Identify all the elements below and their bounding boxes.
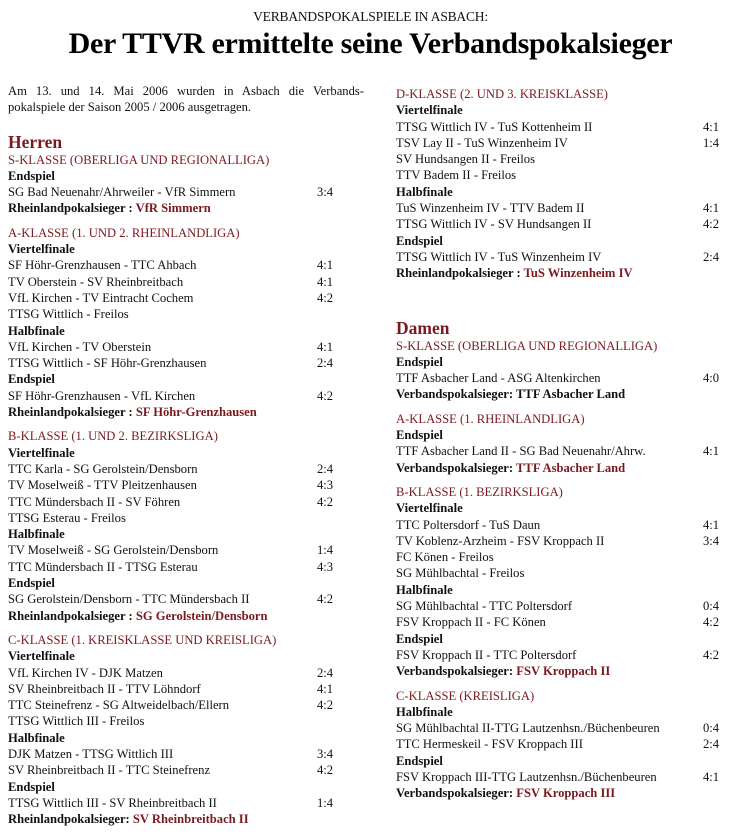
match-pairing: FSV Kroppach II - TTC Poltersdorf [396, 647, 577, 662]
winner-line [396, 265, 736, 281]
match-row [396, 769, 736, 785]
match-row [8, 713, 368, 729]
match-row [8, 494, 368, 510]
match-row [8, 306, 368, 322]
match-pairing: TV Moselweiß - TTV Pleitzenhausen [8, 478, 197, 493]
match-pairing: VfL Kirchen IV - DJK Matzen [8, 665, 163, 680]
winner-label: Rheinlandpokalsieger: [8, 812, 133, 827]
match-pairing: TV Moselweiß - SG Gerolstein/Densborn [8, 543, 219, 558]
klasse-section [396, 484, 736, 680]
match-pairing: SV Rheinbreitbach II - TTC Steinefrenz [8, 763, 211, 778]
round-heading: Endspiel [8, 576, 55, 591]
match-score: 2:4 [703, 249, 720, 264]
match-pairing: TTC Poltersdorf - TuS Daun [396, 517, 541, 532]
winner-label: Verbandspokalsieger: [396, 786, 517, 801]
match-score: 4:2 [317, 698, 334, 713]
match-row [396, 720, 736, 736]
match-score: 4:1 [703, 769, 720, 784]
round-heading: Viertelfinale [396, 501, 463, 516]
match-pairing: FC Könen - Freilos [396, 550, 494, 565]
match-pairing: TTC Karla - SG Gerolstein/Densborn [8, 461, 198, 476]
match-pairing: SV Rheinbreitbach II - TTV Löhndorf [8, 681, 201, 696]
match-score: 2:4 [317, 461, 334, 476]
klasse-section [8, 632, 368, 828]
match-pairing: TTF Asbacher Land II - SG Bad Neuenahr/Ahrw. [396, 444, 646, 459]
herren-sections [8, 152, 368, 828]
match-row [396, 167, 736, 183]
round-heading: Endspiel [396, 753, 443, 768]
match-row [396, 598, 736, 614]
match-pairing: DJK Matzen - TTSG Wittlich III [8, 746, 174, 761]
klasse-section [8, 225, 368, 421]
match-score: 1:4 [317, 795, 334, 810]
round-heading: Viertelfinale [8, 649, 75, 664]
match-row [8, 339, 368, 355]
herren-sections-continued [396, 86, 736, 282]
winner-label: Verbandspokalsieger: [396, 387, 517, 402]
klasse-heading: D-KLASSE (2. UND 3. KREISKLASSE) [396, 87, 608, 101]
match-row [8, 795, 368, 811]
match-row [8, 665, 368, 681]
match-score: 4:2 [317, 290, 334, 305]
match-row [8, 257, 368, 273]
match-pairing: TV Oberstein - SV Rheinbreitbach [8, 274, 184, 289]
match-pairing: VfL Kirchen - TV Oberstein [8, 339, 152, 354]
match-row [8, 681, 368, 697]
match-pairing: FSV Kroppach III-TTG Lautzenhsn./Büchenbeuren [396, 769, 657, 784]
match-score: 3:4 [703, 533, 720, 548]
match-score: 4:1 [703, 201, 720, 216]
round-heading: Halbfinale [8, 730, 65, 745]
match-pairing: TTC Hermeskeil - FSV Kroppach III [396, 737, 583, 752]
match-score: 4:1 [317, 339, 334, 354]
match-score: 4:1 [703, 517, 720, 532]
klasse-heading: S-KLASSE (OBERLIGA UND REGIONALLIGA) [8, 152, 270, 167]
match-pairing: TV Koblenz-Arzheim - FSV Kroppach II [396, 533, 605, 548]
match-score: 2:4 [703, 737, 720, 752]
damen-sections [396, 338, 736, 802]
round-heading: Halbfinale [8, 323, 65, 338]
match-row [396, 249, 736, 265]
match-score: 4:1 [703, 444, 720, 459]
round-heading: Halbfinale [396, 704, 453, 719]
winner-label: Verbandspokalsieger: [396, 664, 517, 679]
match-pairing: SG Mühlbachtal - Freilos [396, 566, 525, 581]
match-pairing: TuS Winzenheim IV - TTV Badem II [396, 201, 585, 216]
match-row [396, 151, 736, 167]
match-pairing: TTC Mündersbach II - SV Föhren [8, 494, 181, 509]
round-heading: Endspiel [396, 354, 443, 369]
winner-name: VfR Simmern [135, 201, 211, 216]
match-pairing: TTSG Wittlich IV - SV Hundsangen II [396, 217, 592, 232]
match-score: 4:3 [317, 559, 334, 574]
round-heading: Endspiel [8, 168, 55, 183]
article-kicker: VERBANDSPOKALSPIELE IN ASBACH: [253, 9, 488, 24]
match-row [396, 135, 736, 151]
match-pairing: TTSG Wittlich - SF Höhr-Grenzhausen [8, 356, 207, 371]
match-score: 1:4 [317, 543, 334, 558]
match-pairing: SG Bad Neuenahr/Ahrweiler - VfR Simmern [8, 185, 236, 200]
match-row [396, 200, 736, 216]
match-row [396, 736, 736, 752]
match-pairing: SV Hundsangen II - Freilos [396, 152, 535, 167]
match-pairing: FSV Kroppach II - FC Könen [396, 615, 546, 630]
match-pairing: SF Höhr-Grenzhausen - VfL Kirchen [8, 388, 196, 403]
winner-line [8, 200, 368, 216]
article-headline: Der TTVR ermittelte seine Verbandspokalsieger [68, 27, 673, 60]
match-score: 4:3 [317, 478, 334, 493]
klasse-heading: A-KLASSE (1. UND 2. RHEINLANDLIGA) [8, 225, 240, 240]
round-heading: Endspiel [396, 631, 443, 646]
round-heading: Halbfinale [8, 527, 65, 542]
match-pairing: SG Mühlbachtal - TTC Poltersdorf [396, 599, 573, 614]
match-row [396, 119, 736, 135]
match-row [8, 762, 368, 778]
winner-name: SF Höhr-Grenzhausen [135, 405, 257, 420]
match-row [396, 370, 736, 386]
match-score: 3:4 [317, 746, 334, 761]
winner-line [396, 386, 736, 402]
match-score: 4:1 [703, 119, 720, 134]
klasse-heading: C-KLASSE (KREISLIGA) [396, 688, 535, 703]
klasse-heading: C-KLASSE (1. KREISKLASSE UND KREISLIGA) [8, 632, 277, 647]
match-score: 0:4 [703, 721, 720, 736]
round-heading: Viertelfinale [8, 242, 75, 257]
match-row [396, 443, 736, 459]
match-row [8, 355, 368, 371]
match-score: 4:1 [317, 258, 334, 273]
match-score: 2:4 [317, 356, 334, 371]
match-pairing: TTF Asbacher Land - ASG Altenkirchen [396, 371, 601, 386]
match-score: 4:2 [703, 615, 720, 630]
round-heading: Endspiel [396, 428, 443, 443]
match-row [396, 533, 736, 549]
match-score: 1:4 [703, 135, 720, 150]
match-row [396, 549, 736, 565]
winner-label: Rheinlandpokalsieger : [8, 405, 136, 420]
round-heading: Endspiel [8, 779, 55, 794]
match-row [8, 591, 368, 607]
klasse-section [8, 152, 368, 217]
match-pairing: TTC Mündersbach II - TTSG Esterau [8, 559, 198, 574]
match-score: 4:2 [317, 388, 334, 403]
klasse-section [396, 688, 736, 802]
match-score: 3:4 [317, 185, 334, 200]
round-heading: Endspiel [396, 233, 443, 248]
klasse-section [396, 338, 736, 403]
winner-line [8, 608, 368, 624]
match-score: 4:2 [317, 592, 334, 607]
match-row [8, 510, 368, 526]
match-pairing: SG Gerolstein/Densborn - TTC Mündersbach II [8, 592, 250, 607]
klasse-section [8, 428, 368, 624]
match-row [396, 565, 736, 581]
match-row [8, 746, 368, 762]
match-pairing: TTSG Wittlich IV - TuS Kottenheim II [396, 119, 593, 134]
winner-label: Rheinlandpokalsieger : [8, 201, 136, 216]
round-heading: Viertelfinale [8, 445, 75, 460]
match-row [396, 216, 736, 232]
match-score: 4:2 [317, 494, 334, 509]
match-score: 4:2 [317, 763, 334, 778]
winner-label: Verbandspokalsieger: [396, 460, 517, 475]
match-pairing: SF Höhr-Grenzhausen - TTC Ahbach [8, 258, 197, 273]
match-score: 4:0 [703, 371, 720, 386]
match-row [8, 559, 368, 575]
klasse-heading: S-KLASSE (OBERLIGA UND REGIONALLIGA) [396, 338, 658, 353]
match-pairing: TTSG Esterau - Freilos [8, 510, 126, 525]
round-heading: Viertelfinale [396, 103, 463, 118]
match-row [8, 184, 368, 200]
round-heading: Endspiel [8, 372, 55, 387]
klasse-section [396, 86, 736, 282]
klasse-heading: B-KLASSE (1. UND 2. BEZIRKSLIGA) [8, 429, 218, 444]
winner-name: FSV Kroppach III [516, 786, 616, 801]
winner-name: FSV Kroppach II [516, 664, 611, 679]
match-row [8, 461, 368, 477]
match-row [8, 274, 368, 290]
winner-label: Rheinlandpokalsieger : [8, 608, 136, 623]
match-score: 4:2 [703, 217, 720, 232]
match-pairing: TTSG Wittlich IV - TuS Winzenheim IV [396, 249, 602, 264]
winner-label: Rheinlandpokalsieger : [396, 266, 524, 281]
match-row [8, 542, 368, 558]
klasse-section [396, 411, 736, 476]
gender-heading-herren: Herren [8, 131, 63, 152]
match-score: 4:2 [703, 647, 720, 662]
match-score: 2:4 [317, 665, 334, 680]
match-score: 4:1 [317, 274, 334, 289]
round-heading: Halbfinale [396, 582, 453, 597]
winner-name: SV Rheinbreitbach II [132, 812, 249, 827]
match-row [396, 614, 736, 630]
klasse-heading: A-KLASSE (1. RHEINLANDLIGA) [396, 411, 585, 426]
match-pairing: SG Mühlbachtal II-TTG Lautzenhsn./Büchenbeuren [396, 721, 660, 736]
klasse-heading: B-KLASSE (1. BEZIRKSLIGA) [396, 484, 563, 499]
match-pairing: TTSG Wittlich - Freilos [8, 307, 129, 322]
winner-line [396, 460, 736, 476]
match-row [8, 477, 368, 493]
gender-heading-damen: Damen [396, 317, 450, 338]
winner-name: SG Gerolstein/Densborn [135, 608, 268, 623]
winner-name: TuS Winzenheim IV [523, 266, 633, 281]
winner-line [8, 811, 368, 827]
match-pairing: TTV Badem II - Freilos [396, 168, 517, 183]
match-pairing: TSV Lay II - TuS Winzenheim IV [396, 135, 568, 150]
match-pairing: VfL Kirchen - TV Eintracht Cochem [8, 290, 194, 305]
match-row [396, 517, 736, 533]
winner-line [8, 404, 368, 420]
winner-line [396, 663, 736, 679]
match-pairing: TTSG Wittlich III - SV Rheinbreitbach II [8, 795, 217, 810]
match-row [396, 647, 736, 663]
winner-line [396, 785, 736, 801]
right-column [396, 86, 736, 810]
match-pairing: TTSG Wittlich III - Freilos [8, 714, 145, 729]
match-pairing: TTC Steinefrenz - SG Altweidelbach/Ellern [8, 698, 230, 713]
match-row [8, 697, 368, 713]
match-row [8, 388, 368, 404]
left-column [8, 83, 368, 835]
match-score: 4:1 [317, 681, 334, 696]
match-row [8, 290, 368, 306]
match-score: 0:4 [703, 599, 720, 614]
intro-paragraph: Am 13. und 14. Mai 2006 wurden in Asbach die Verbands- pokalspiele der Saison 2005 / 2006 ausgetragen. [8, 84, 364, 115]
round-heading: Halbfinale [396, 184, 453, 199]
winner-name: TTF Asbacher Land [516, 387, 626, 402]
winner-name: TTF Asbacher Land [516, 460, 626, 475]
